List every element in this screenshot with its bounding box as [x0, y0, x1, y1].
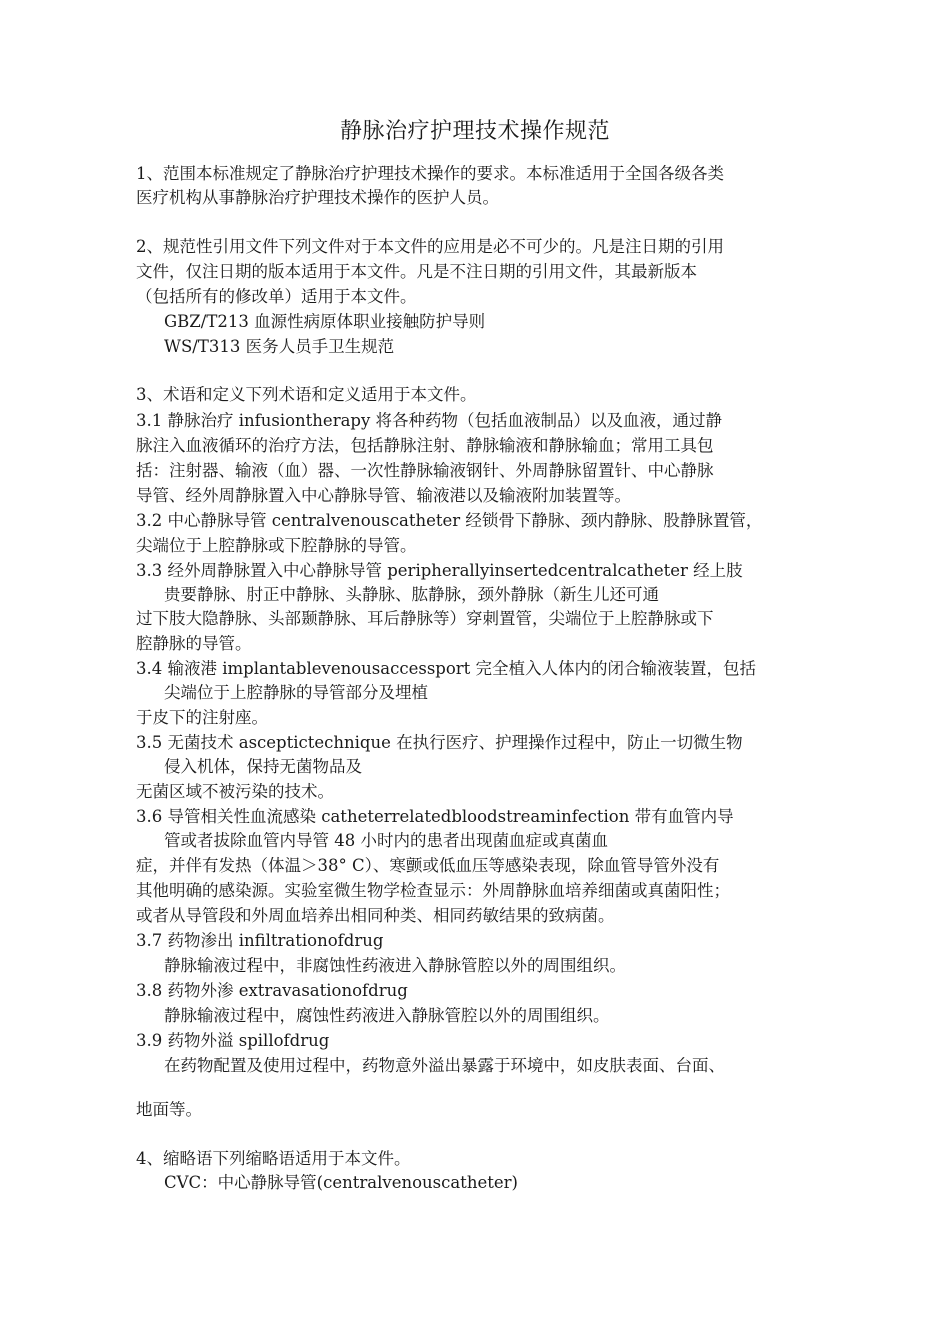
- text-line: 尖端位于上腔静脉或下腔静脉的导管。: [136, 536, 417, 555]
- text-line: 地面等。: [136, 1100, 202, 1119]
- text-line: CVC：中心静脉导管(centralvenouscatheter): [164, 1173, 518, 1192]
- text-line: 侵入机体，保持无菌物品及: [164, 757, 362, 776]
- text-line: 在药物配置及使用过程中，药物意外溢出暴露于环境中，如皮肤表面、台面、: [164, 1056, 725, 1075]
- text-line: 括：注射器、输液（血）器、一次性静脉输液钢针、外周静脉留置针、中心静脉: [136, 461, 714, 480]
- text-line: 3.6 导管相关性血流感染 catheterrelatedbloodstreaminfection 带有血管内导: [136, 807, 734, 826]
- text-line: 静脉输液过程中，非腐蚀性药液进入静脉管腔以外的周围组织。: [164, 956, 626, 975]
- text-line: 过下肢大隐静脉、头部颞静脉、耳后静脉等）穿刺置管，尖端位于上腔静脉或下: [136, 609, 714, 628]
- document-title: 静脉治疗护理技术操作规范: [339, 119, 610, 144]
- text-line: 导管、经外周静脉置入中心静脉导管、输液港以及输液附加装置等。: [136, 486, 631, 505]
- text-line: 3.1 静脉治疗 infusiontherapy 将各种药物（包括血液制品）以及血液，通过静: [136, 411, 723, 430]
- text-line: 无菌区域不被污染的技术。: [136, 782, 334, 801]
- text-line: 4、缩略语下列缩略语适用于本文件。: [136, 1149, 411, 1168]
- text-line: 尖端位于上腔静脉的导管部分及埋植: [164, 683, 428, 702]
- text-line: 3.2 中心静脉导管 centralvenouscatheter 经锁骨下静脉、颈内静脉、股静脉置管，: [136, 511, 763, 530]
- text-line: 贵要静脉、肘正中静脉、头静脉、肱静脉，颈外静脉（新生儿还可通: [164, 585, 659, 604]
- text-line: 症，并伴有发热（体温＞38° C）、寒颤或低血压等感染表现，除血管导管外没有: [136, 856, 720, 875]
- text-line: 2、规范性引用文件下列文件对于本文件的应用是必不可少的。凡是注日期的引用: [136, 237, 724, 256]
- text-line: 3.9 药物外溢 spillofdrug: [136, 1031, 330, 1050]
- text-line: 腔静脉的导管。: [136, 634, 252, 653]
- text-line: 3.4 输液港 implantablevenousaccessport 完全植入人体内的闭合输液装置，包括: [136, 659, 757, 678]
- text-line: 或者从导管段和外周血培养出相同种类、相同药敏结果的致病菌。: [136, 906, 615, 925]
- text-line: 文件，仅注日期的版本适用于本文件。凡是不注日期的引用文件，其最新版本: [136, 262, 697, 281]
- text-line: 脉注入血液循环的治疗方法，包括静脉注射、静脉输液和静脉输血；常用工具包: [136, 436, 714, 455]
- text-line: 3、术语和定义下列术语和定义适用于本文件。: [136, 385, 477, 404]
- text-line: 3.5 无菌技术 asceptictechnique 在执行医疗、护理操作过程中，防止一切微生物: [136, 733, 743, 752]
- text-line: 于皮下的注射座。: [136, 708, 268, 727]
- text-line: 1、范围本标准规定了静脉治疗护理技术操作的要求。本标准适用于全国各级各类: [136, 164, 724, 183]
- text-line: （包括所有的修改单）适用于本文件。: [136, 287, 417, 306]
- text-line: 管或者拔除血管内导管 48 小时内的患者出现菌血症或真菌血: [164, 831, 608, 850]
- text-line: 3.7 药物渗出 infiltrationofdrug: [136, 931, 384, 950]
- text-line: 医疗机构从事静脉治疗护理技术操作的医护人员。: [136, 188, 499, 207]
- text-line: 其他明确的感染源。实验室微生物学检查显示：外周静脉血培养细菌或真菌阳性；: [136, 881, 730, 900]
- text-line: GBZ/T213 血源性病原体职业接触防护导则: [164, 312, 486, 331]
- text-line: 3.3 经外周静脉置入中心静脉导管 peripherallyinsertedcentralcatheter 经上肢: [136, 561, 743, 580]
- text-line: 3.8 药物外渗 extravasationofdrug: [136, 981, 408, 1000]
- text-line: 静脉输液过程中，腐蚀性药液进入静脉管腔以外的周围组织。: [164, 1006, 610, 1025]
- text-line: WS/T313 医务人员手卫生规范: [164, 337, 395, 356]
